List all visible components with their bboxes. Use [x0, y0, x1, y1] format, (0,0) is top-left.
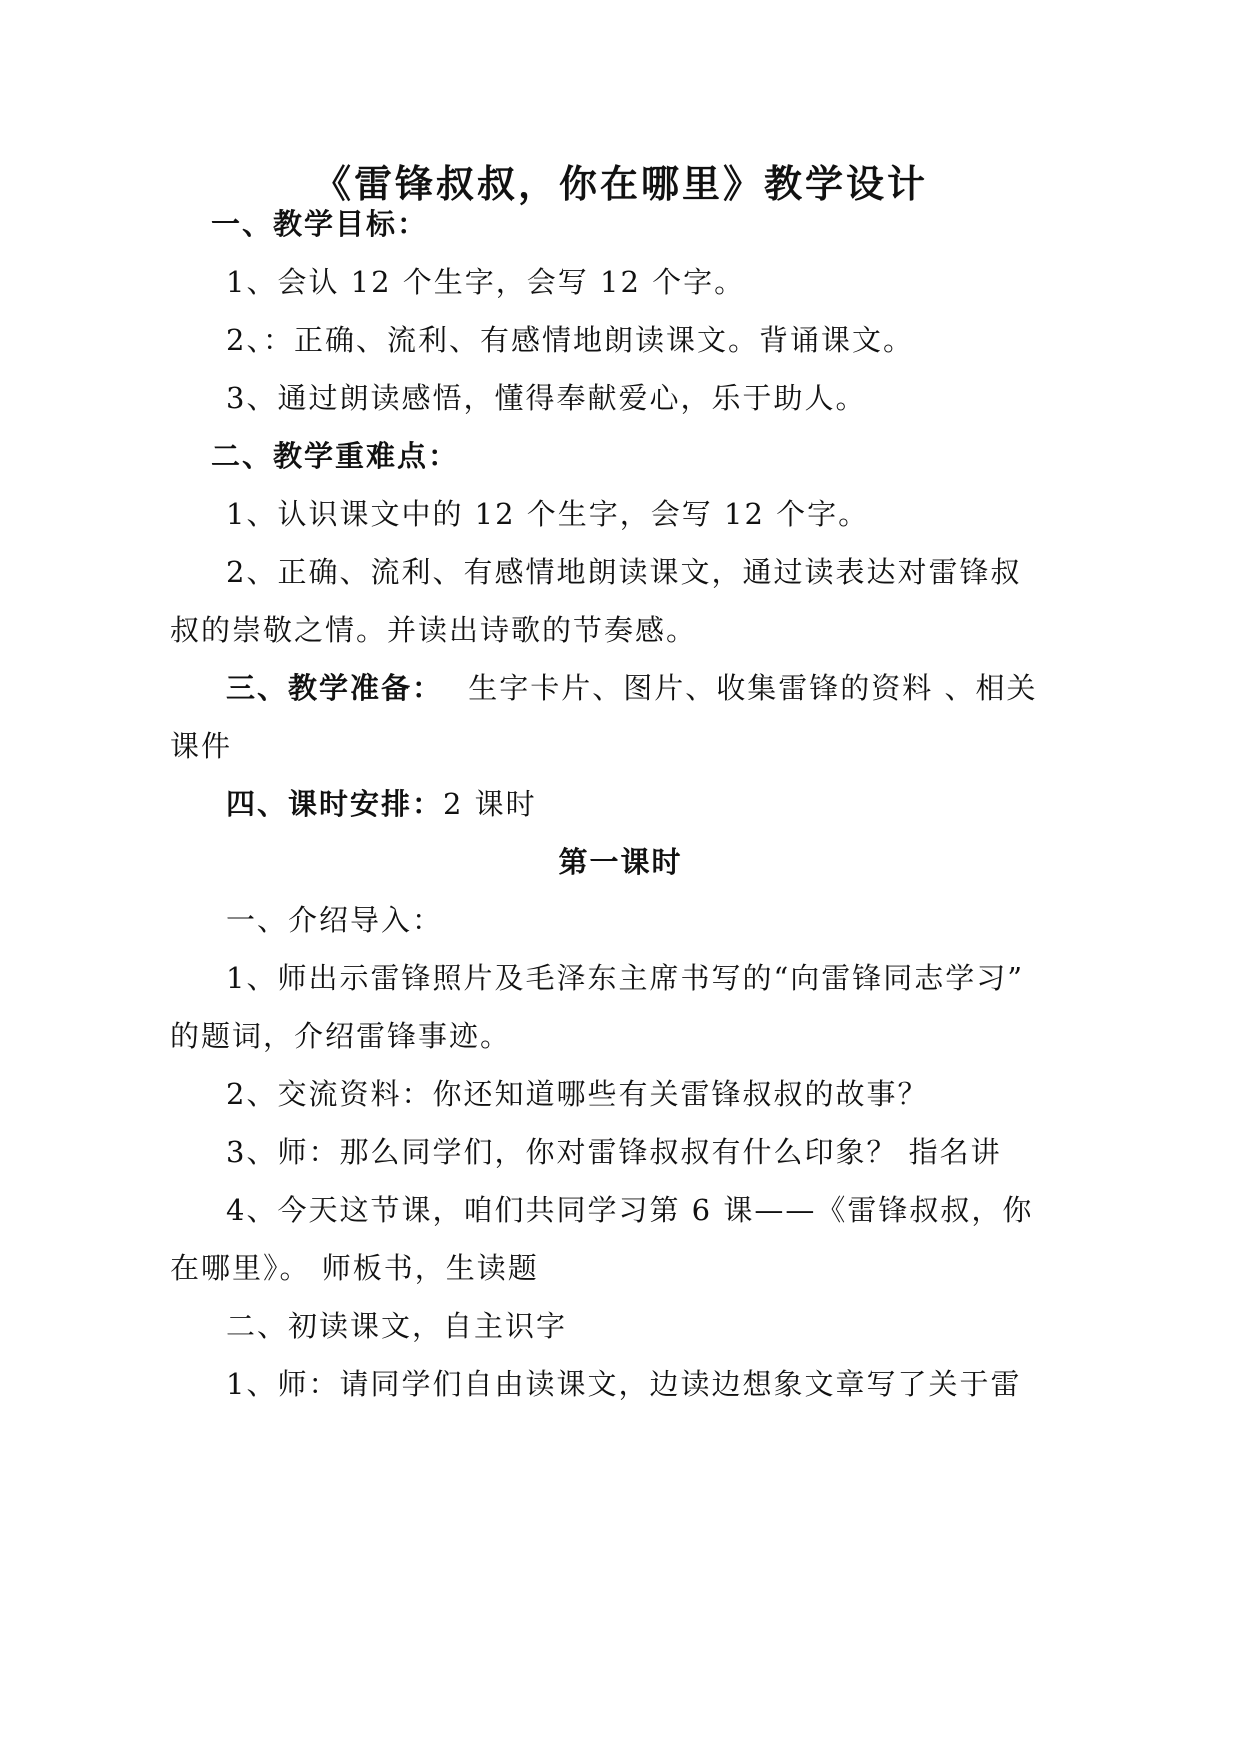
key-point-2-line-2: 叔的崇敬之情。并读出诗歌的节奏感。 — [170, 613, 698, 647]
intro-item-4-line-2: 在哪里》。 师板书，生读题 — [170, 1251, 539, 1285]
intro-heading: 一、介绍导入： — [226, 903, 444, 937]
schedule-paragraph — [226, 786, 537, 822]
preparation-heading: 三、教学准备： — [226, 671, 444, 705]
preparation-paragraph — [226, 670, 1037, 706]
intro-item-2: 2、交流资料：你还知道哪些有关雷锋叔叔的故事？ — [226, 1077, 929, 1111]
goal-item-3: 3、通过朗读感悟，懂得奉献爱心，乐于助人。 — [226, 381, 867, 415]
goal-item-2: 2、：正确、流利、有感情地朗读课文。背诵课文。 — [226, 323, 914, 357]
key-point-1: 1、认识课文中的 12 个生字，会写 12 个字。 — [226, 497, 870, 531]
first-reading-item-1: 1、师：请同学们自由读课文，边读边想象文章写了关于雷 — [226, 1367, 1022, 1401]
key-point-2-line-1: 2、正确、流利、有感情地朗读课文，通过读表达对雷锋叔 — [226, 555, 1022, 589]
schedule-heading: 四、课时安排： — [226, 787, 444, 821]
intro-item-3: 3、师：那么同学们，你对雷锋叔叔有什么印象？ 指名讲 — [226, 1135, 1002, 1169]
lesson-title: 第一课时 — [558, 845, 683, 879]
intro-item-4-line-1: 4、今天这节课，咱们共同学习第 6 课——《雷锋叔叔，你 — [226, 1193, 1034, 1227]
intro-item-1-line-2: 的题词，介绍雷锋事迹。 — [170, 1019, 512, 1053]
preparation-text-continued: 课件 — [170, 729, 233, 763]
document-title: 《雷锋叔叔，你在哪里》教学设计 — [312, 162, 928, 206]
preparation-text: 生字卡片、图片、收集雷锋的资料 、相关 — [468, 671, 1038, 705]
goals-heading: 一、教学目标： — [211, 207, 429, 241]
key-points-heading: 二、教学重难点： — [211, 439, 460, 473]
goal-item-1: 1、会认 12 个生字，会写 12 个字。 — [226, 265, 746, 299]
schedule-text: 2 课时 — [443, 787, 537, 821]
first-reading-heading: 二、初读课文，自主识字 — [226, 1309, 568, 1343]
intro-item-1-line-1: 1、师出示雷锋照片及毛泽东主席书写的“向雷锋同志学习” — [226, 961, 1025, 995]
